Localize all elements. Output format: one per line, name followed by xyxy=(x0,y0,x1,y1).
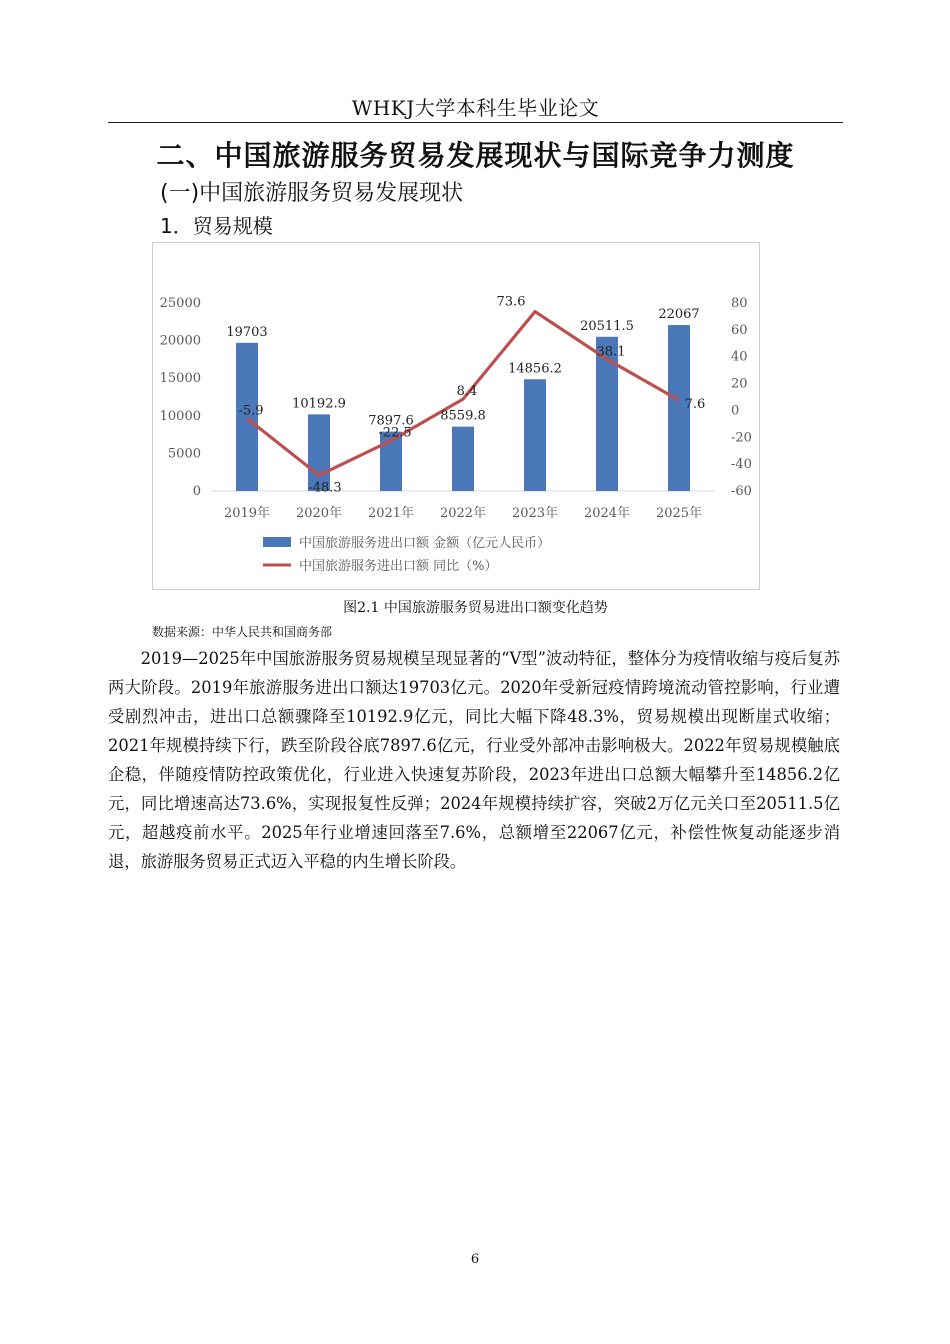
running-head: WHKJ大学本科生毕业论文 xyxy=(351,96,600,120)
x-tick-label: 2019年 xyxy=(223,506,271,521)
y-right-tick-label: -20 xyxy=(731,430,752,446)
chapter-heading: 二、中国旅游服务贸易发展现状与国际竞争力测度 xyxy=(156,139,795,172)
y-left-tick-label: 25000 xyxy=(159,296,201,311)
y-left-tick-label: 0 xyxy=(192,484,201,499)
header-rule xyxy=(108,122,843,123)
bar-value-label: 10192.9 xyxy=(292,396,346,412)
bar-value-label: 7897.6 xyxy=(368,413,414,429)
y-right-tick-label: 0 xyxy=(731,403,740,419)
x-tick-label: 2022年 xyxy=(439,506,487,521)
line-value-label: 38.1 xyxy=(596,344,626,360)
y-right-tick-label: 20 xyxy=(731,376,748,392)
legend-bar-label: 中国旅游服务进出口额 金额（亿元人民币） xyxy=(299,536,551,551)
y-left-tick-label: 20000 xyxy=(159,333,201,349)
line-value-label: -5.9 xyxy=(238,403,264,419)
line-value-label: 7.6 xyxy=(684,397,706,413)
y-left-tick-label: 15000 xyxy=(159,371,201,387)
bar-value-label: 19703 xyxy=(226,324,268,340)
chart-frame xyxy=(152,242,760,590)
trade-chart xyxy=(153,243,759,589)
x-tick-label: 2024年 xyxy=(583,506,631,521)
bar-value-label: 20511.5 xyxy=(580,318,634,334)
y-right-tick-label: -60 xyxy=(731,484,752,499)
y-right-tick-label: 80 xyxy=(731,296,748,311)
bar-value-label: 22067 xyxy=(658,307,700,323)
legend-bar-swatch xyxy=(263,537,291,547)
figure-source: 数据来源：中华人民共和国商务部 xyxy=(152,625,333,639)
y-right-tick-label: 40 xyxy=(731,349,748,365)
line-value-label: 8.4 xyxy=(456,384,478,400)
bar-value-label: 8559.8 xyxy=(440,408,486,424)
legend-line-label: 中国旅游服务进出口额 同比（%） xyxy=(299,559,498,574)
x-tick-label: 2023年 xyxy=(511,506,559,521)
bar xyxy=(452,427,474,491)
bar-value-label: 14856.2 xyxy=(508,361,562,377)
line-value-label: -48.3 xyxy=(308,480,342,496)
x-tick-label: 2025年 xyxy=(655,506,703,521)
y-left-tick-label: 5000 xyxy=(167,446,201,462)
figure-caption: 图2.1 中国旅游服务贸易进出口额变化趋势 xyxy=(343,600,608,616)
x-tick-label: 2021年 xyxy=(367,506,415,521)
y-left-tick-label: 10000 xyxy=(159,408,201,424)
line-value-label: -22.5 xyxy=(378,425,412,441)
line-value-label: 73.6 xyxy=(496,294,526,310)
page-number: 6 xyxy=(470,1252,480,1267)
subsection-heading: 1．贸易规模 xyxy=(160,214,273,238)
y-right-tick-label: -40 xyxy=(731,457,752,473)
y-right-tick-label: 60 xyxy=(731,322,748,338)
section-heading: (一)中国旅游服务贸易发展现状 xyxy=(160,181,464,206)
bar xyxy=(524,379,546,491)
body-paragraph: 2019—2025年中国旅游服务贸易规模呈现显著的“V型”波动特征，整体分为疫情收缩与疫后复苏两大阶段。2019年旅游服务进出口额达19703亿元。2020年受新冠疫情跨境流动管控影响，行业遭受剧烈冲击，进出口总额骤降至10192.9亿元，同比大幅下降48.3%，贸易规模出现断崖式收缩；2021年规模持续下行，跌至阶段谷底7897.6亿元，行业受外部冲击影响极大。2022年贸易规模触底企稳，伴随疫情防控政策优化，行业进入快速复苏阶段，2023年进出口总额大幅攀升至14856.2亿元，同比增速高达73.6%，实现报复性反弹；2024年规模持续扩容，突破2万亿元关口至20511.5亿元，超越疫前水平。2025年行业增速回落至7.6%，总额增至22067亿元，补偿性恢复动能逐步消退，旅游服务贸易正式迈入平稳的内生增长阶段。 xyxy=(108,649,840,871)
x-tick-label: 2020年 xyxy=(295,506,343,521)
